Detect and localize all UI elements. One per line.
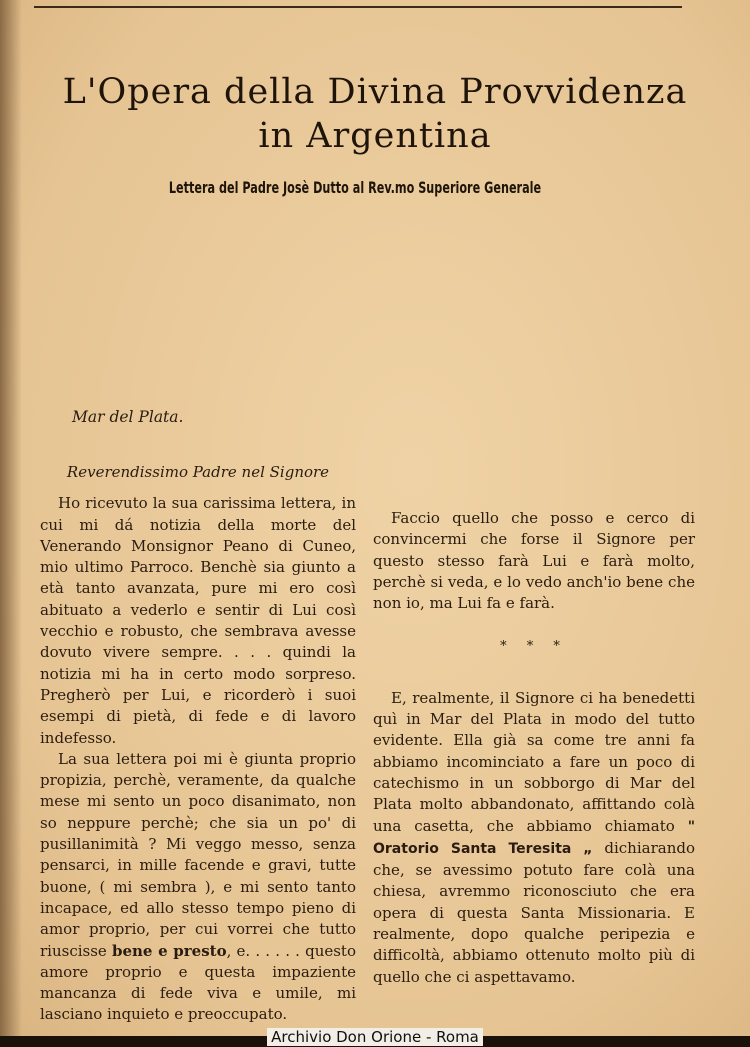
left-column: [40, 462, 356, 1026]
article-subtitle: Lettera del Padre Josè Dutto al Rev.mo Superiore Generale: [168, 178, 542, 197]
paragraph-2: [40, 749, 356, 1026]
paragraph-4: [373, 688, 695, 988]
page-binding-shadow: [0, 0, 22, 1047]
paragraph-1: Ho ricevuto la sua carissima lettera, in cui mi dá notizia della morte del Venerando Monsignor Peano di Cuneo, mio ultimo Parroco. Benchè sia giunto a età tanto avanzata, pure mi ero così abituato a vederlo e sentir di Lui così vecchio e robusto, che sembrava avesse dovuto vivere sempre. . . . quindi la notizia mi ha in certo modo sorpreso. Pregherò per Lui, e ricorderò i suoi esempi di pietà, di fede e di lavoro indefesso.: [40, 494, 356, 747]
letter-salutation: Reverendissimo Padre nel Signore: [66, 463, 330, 481]
archive-footer: [0, 1028, 750, 1046]
paragraph-4-bold: " Oratorio Santa Teresita „: [373, 818, 695, 857]
section-separator: * * *: [500, 639, 568, 655]
right-column: [373, 460, 695, 988]
article-title-line2: in Argentina: [258, 116, 492, 156]
paragraph-2-bold: bene e presto: [111, 941, 227, 960]
paragraph-2-text-b: , e. . . . . . questo amore proprio e questa impaziente mancanza di fede viva e umile, mi lasciano inquieto e preoccupato.: [40, 941, 356, 1024]
paragraph-4-text-a: E, realmente, il Signore ci ha benedetti quì in Mar del Plata in modo del tutto evidente. Ella già sa come tre anni fa abbiamo incominciato a fare un poco di catechismo in un sobborgo di Mar del Plata molto abbandonato, affittando colà una casetta, che abbiamo chiamato: [373, 688, 695, 835]
top-rule: [34, 6, 682, 8]
archive-label: Archivio Don Orione - Roma: [267, 1028, 483, 1046]
letter-place: Mar del Plata.: [72, 408, 184, 426]
article-title-line1: L'Opera della Divina Provvidenza: [62, 72, 688, 112]
paragraph-3: Faccio quello che posso e cerco di convincermi che forse il Signore per questo stesso farà Lui e farà molto, perchè si veda, e lo vedo anch'io bene che non io, ma Lui fa e farà.: [373, 509, 695, 613]
paragraph-4-text-b: dichiarando che, se avessimo potuto fare colà una chiesa, avremmo riconosciuto che era opera di questa Santa Missionaria. E realmente, dopo qualche peripezia e difficoltà, abbiamo ottenuto molto più di quello che ci aspettavamo.: [373, 838, 695, 986]
paragraph-2-text-a: La sua lettera poi mi è giunta proprio propizia, perchè, veramente, da qualche mese mi sento un poco disanimato, non so neppure perchè; che sia un po' di pusillanimità ? Mi veggo messo, senza pensarci, in mille facende e gravi, tutte buone, ( mi sembra ), e mi sento tanto incapace, ed allo stesso tempo pieno di amor proprio, per cui vorrei che tutto riuscisse: [40, 749, 356, 960]
